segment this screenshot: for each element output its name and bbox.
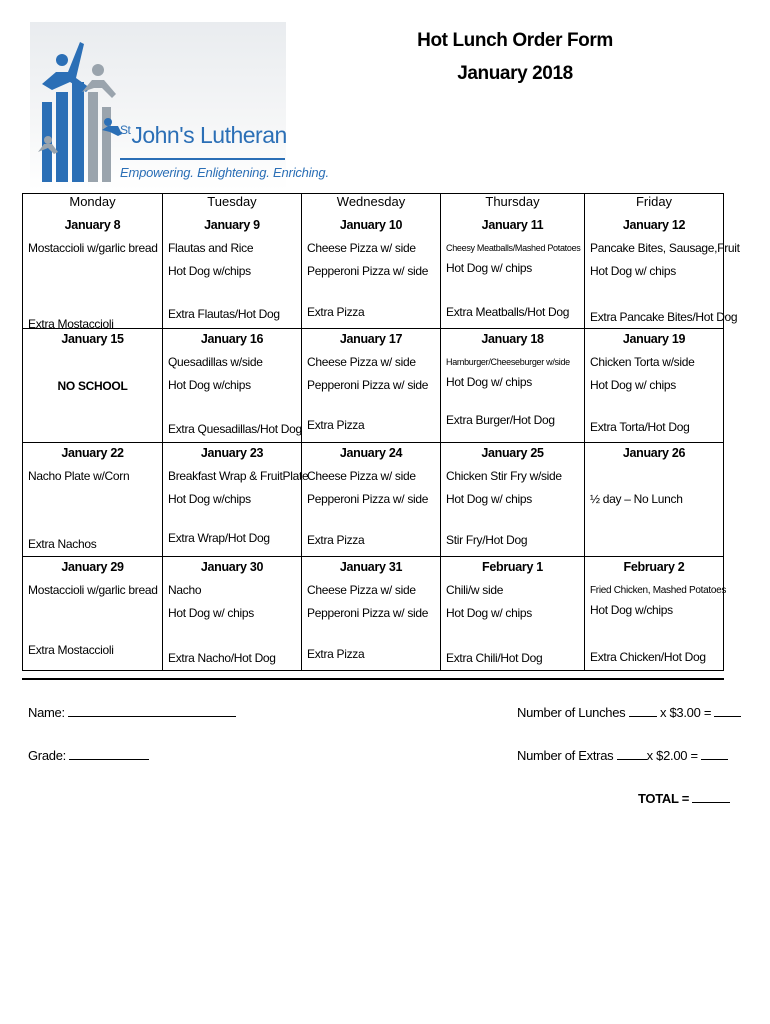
cell-date: January 18 bbox=[481, 332, 544, 346]
lunches-price: x $3.00 = bbox=[659, 705, 712, 720]
day-cell bbox=[23, 557, 162, 670]
menu-item: Cheesy Meatballs/Mashed Potatoes bbox=[446, 243, 581, 253]
grade-field[interactable] bbox=[28, 747, 149, 763]
extra-item: Extra Nachos bbox=[28, 537, 97, 551]
cell-date: January 24 bbox=[339, 446, 403, 460]
day-cell bbox=[163, 443, 309, 556]
menu-item: Hot Dog w/ chips bbox=[590, 264, 676, 278]
menu-item: Mostaccioli w/garlic bread bbox=[28, 241, 158, 255]
menu-item: Cheese Pizza w/ side bbox=[307, 583, 416, 597]
name-blank[interactable] bbox=[68, 704, 236, 717]
menu-item: Cheese Pizza w/ side bbox=[307, 241, 416, 255]
day-cell bbox=[23, 215, 162, 331]
day-cell bbox=[302, 443, 440, 556]
cell-date: January 12 bbox=[622, 218, 686, 232]
no-school-note: NO SCHOOL bbox=[57, 379, 128, 393]
day-cell bbox=[441, 557, 584, 670]
week-row bbox=[23, 329, 724, 443]
cell-date: January 11 bbox=[481, 218, 544, 232]
cell-date: January 19 bbox=[622, 332, 686, 346]
extra-item: Extra Mostaccioli bbox=[28, 317, 114, 331]
menu-item: Hot Dog w/ chips bbox=[446, 492, 532, 506]
menu-item: Hot Dog w/chips bbox=[168, 264, 251, 278]
lunches-count-blank[interactable] bbox=[629, 704, 657, 717]
menu-item: Chicken Stir Fry w/side bbox=[446, 469, 562, 483]
menu-item: Mostaccioli w/garlic bread bbox=[28, 583, 158, 597]
total-label: TOTAL = bbox=[638, 791, 689, 806]
extra-item: Extra Pizza bbox=[307, 305, 365, 319]
cell-date: January 29 bbox=[61, 560, 124, 574]
day-cell bbox=[302, 557, 440, 670]
extra-item: Extra Pizza bbox=[307, 647, 365, 661]
extra-item: Extra Chili/Hot Dog bbox=[446, 651, 543, 665]
cell-date: January 31 bbox=[339, 560, 403, 574]
menu-item: Hot Dog w/chips bbox=[168, 378, 251, 392]
lunch-menu-table bbox=[22, 193, 740, 671]
total-blank[interactable] bbox=[692, 790, 730, 803]
school-name: $^{St}$John's Lutheran bbox=[120, 122, 287, 148]
header-tuesday: Tuesday bbox=[163, 194, 302, 216]
menu-item: Pepperoni Pizza w/ side bbox=[307, 606, 429, 620]
cell-date: January 22 bbox=[61, 446, 124, 460]
header-thursday: Thursday bbox=[441, 194, 585, 216]
form-month: January 2018 bbox=[457, 63, 573, 84]
lunches-total-blank[interactable] bbox=[714, 704, 741, 717]
day-cell bbox=[441, 329, 584, 442]
menu-item: Flautas and Rice bbox=[168, 241, 254, 255]
name-label: Name: bbox=[28, 705, 65, 720]
extra-item: Extra Wrap/Hot Dog bbox=[168, 531, 270, 545]
menu-item: Hot Dog w/chips bbox=[168, 492, 251, 506]
menu-item: Pepperoni Pizza w/ side bbox=[307, 264, 429, 278]
extras-line bbox=[517, 747, 728, 763]
extra-item: Extra Meatballs/Hot Dog bbox=[446, 305, 570, 319]
cell-date: January 8 bbox=[64, 218, 121, 232]
extras-price: x $2.00 = bbox=[646, 748, 698, 763]
extra-item: Extra Burger/Hot Dog bbox=[446, 413, 555, 427]
extra-item: Extra Pizza bbox=[307, 533, 365, 547]
extras-label: Number of Extras bbox=[517, 748, 614, 763]
menu-item: Fried Chicken, Mashed Potatoes bbox=[590, 585, 727, 596]
table-bottom-rule bbox=[22, 678, 724, 680]
day-cell bbox=[23, 329, 162, 442]
cell-date: January 17 bbox=[339, 332, 403, 346]
day-cell bbox=[163, 329, 301, 442]
day-cell bbox=[163, 557, 301, 670]
day-cell bbox=[441, 443, 584, 556]
menu-item: Pepperoni Pizza w/ side bbox=[307, 378, 429, 392]
cell-date: January 9 bbox=[204, 218, 260, 232]
week-row bbox=[23, 215, 724, 329]
menu-item: Hot Dog w/ chips bbox=[446, 606, 532, 620]
menu-item: Cheese Pizza w/ side bbox=[307, 355, 416, 369]
cell-date: February 2 bbox=[623, 560, 685, 574]
day-cell bbox=[302, 329, 440, 442]
extras-count-blank[interactable] bbox=[617, 747, 647, 760]
school-tagline: Empowering. Enlightening. Enriching. bbox=[120, 165, 329, 180]
extra-item: Extra Flautas/Hot Dog bbox=[168, 307, 280, 321]
week-row bbox=[23, 443, 724, 557]
total-line bbox=[638, 790, 730, 806]
name-field[interactable] bbox=[28, 704, 236, 720]
extra-item: Extra Chicken/Hot Dog bbox=[590, 650, 706, 664]
form-title: Hot Lunch Order Form bbox=[417, 30, 613, 51]
extra-item: Extra Torta/Hot Dog bbox=[590, 420, 690, 434]
day-cell bbox=[585, 443, 723, 556]
extra-item: Extra Pancake Bites/Hot Dog bbox=[590, 310, 738, 324]
header-friday: Friday bbox=[585, 194, 724, 216]
menu-item: Nacho Plate w/Corn bbox=[28, 469, 130, 483]
logo-rule bbox=[120, 158, 285, 160]
menu-item: Nacho bbox=[168, 583, 202, 597]
menu-item: Pancake Bites, Sausage,Fruit bbox=[590, 241, 740, 255]
grade-label: Grade: bbox=[28, 748, 66, 763]
menu-item: Hot Dog w/chips bbox=[590, 603, 673, 617]
menu-item: Chicken Torta w/side bbox=[590, 355, 695, 369]
menu-item: Hot Dog w/ chips bbox=[168, 606, 254, 620]
school-logo bbox=[30, 22, 329, 190]
day-cell bbox=[302, 215, 440, 328]
menu-item: Chili/w side bbox=[446, 583, 504, 597]
extras-total-blank[interactable] bbox=[701, 747, 728, 760]
header-monday: Monday bbox=[23, 194, 163, 216]
extra-item: Extra Mostaccioli bbox=[28, 643, 114, 657]
day-cell bbox=[585, 329, 723, 442]
menu-item: Quesadillas w/side bbox=[168, 355, 263, 369]
menu-item: Cheese Pizza w/ side bbox=[307, 469, 416, 483]
table-header-row bbox=[23, 194, 724, 216]
header-wednesday: Wednesday bbox=[302, 194, 441, 216]
week-row bbox=[23, 557, 724, 671]
cell-date: February 1 bbox=[482, 560, 543, 574]
cell-date: January 23 bbox=[200, 446, 264, 460]
cell-date: January 15 bbox=[61, 332, 124, 346]
extra-item: Extra Pizza bbox=[307, 418, 365, 432]
lunches-line bbox=[517, 704, 741, 720]
day-cell bbox=[441, 215, 584, 328]
day-cell bbox=[585, 557, 727, 670]
menu-item: Hot Dog w/ chips bbox=[590, 378, 676, 392]
menu-item: Breakfast Wrap & FruitPlate bbox=[168, 469, 309, 483]
cell-date: January 10 bbox=[339, 218, 403, 232]
extra-item: Extra Quesadillas/Hot Dog bbox=[168, 422, 302, 436]
day-cell bbox=[585, 215, 740, 328]
half-day-note: ½ day – No Lunch bbox=[590, 492, 683, 506]
cell-date: January 25 bbox=[481, 446, 544, 460]
extra-item: Extra Nacho/Hot Dog bbox=[168, 651, 276, 665]
menu-item: Pepperoni Pizza w/ side bbox=[307, 492, 429, 506]
grade-blank[interactable] bbox=[69, 747, 149, 760]
extra-item: Stir Fry/Hot Dog bbox=[446, 533, 528, 547]
cell-date: January 30 bbox=[200, 560, 264, 574]
cell-date: January 26 bbox=[622, 446, 686, 460]
cell-date: January 16 bbox=[200, 332, 264, 346]
menu-item: Hamburger/Cheeseburger w/side bbox=[446, 357, 570, 367]
menu-item: Hot Dog w/ chips bbox=[446, 261, 532, 275]
menu-item: Hot Dog w/ chips bbox=[446, 375, 532, 389]
day-cell bbox=[163, 215, 301, 328]
lunches-label: Number of Lunches bbox=[517, 705, 626, 720]
day-cell bbox=[23, 443, 162, 556]
